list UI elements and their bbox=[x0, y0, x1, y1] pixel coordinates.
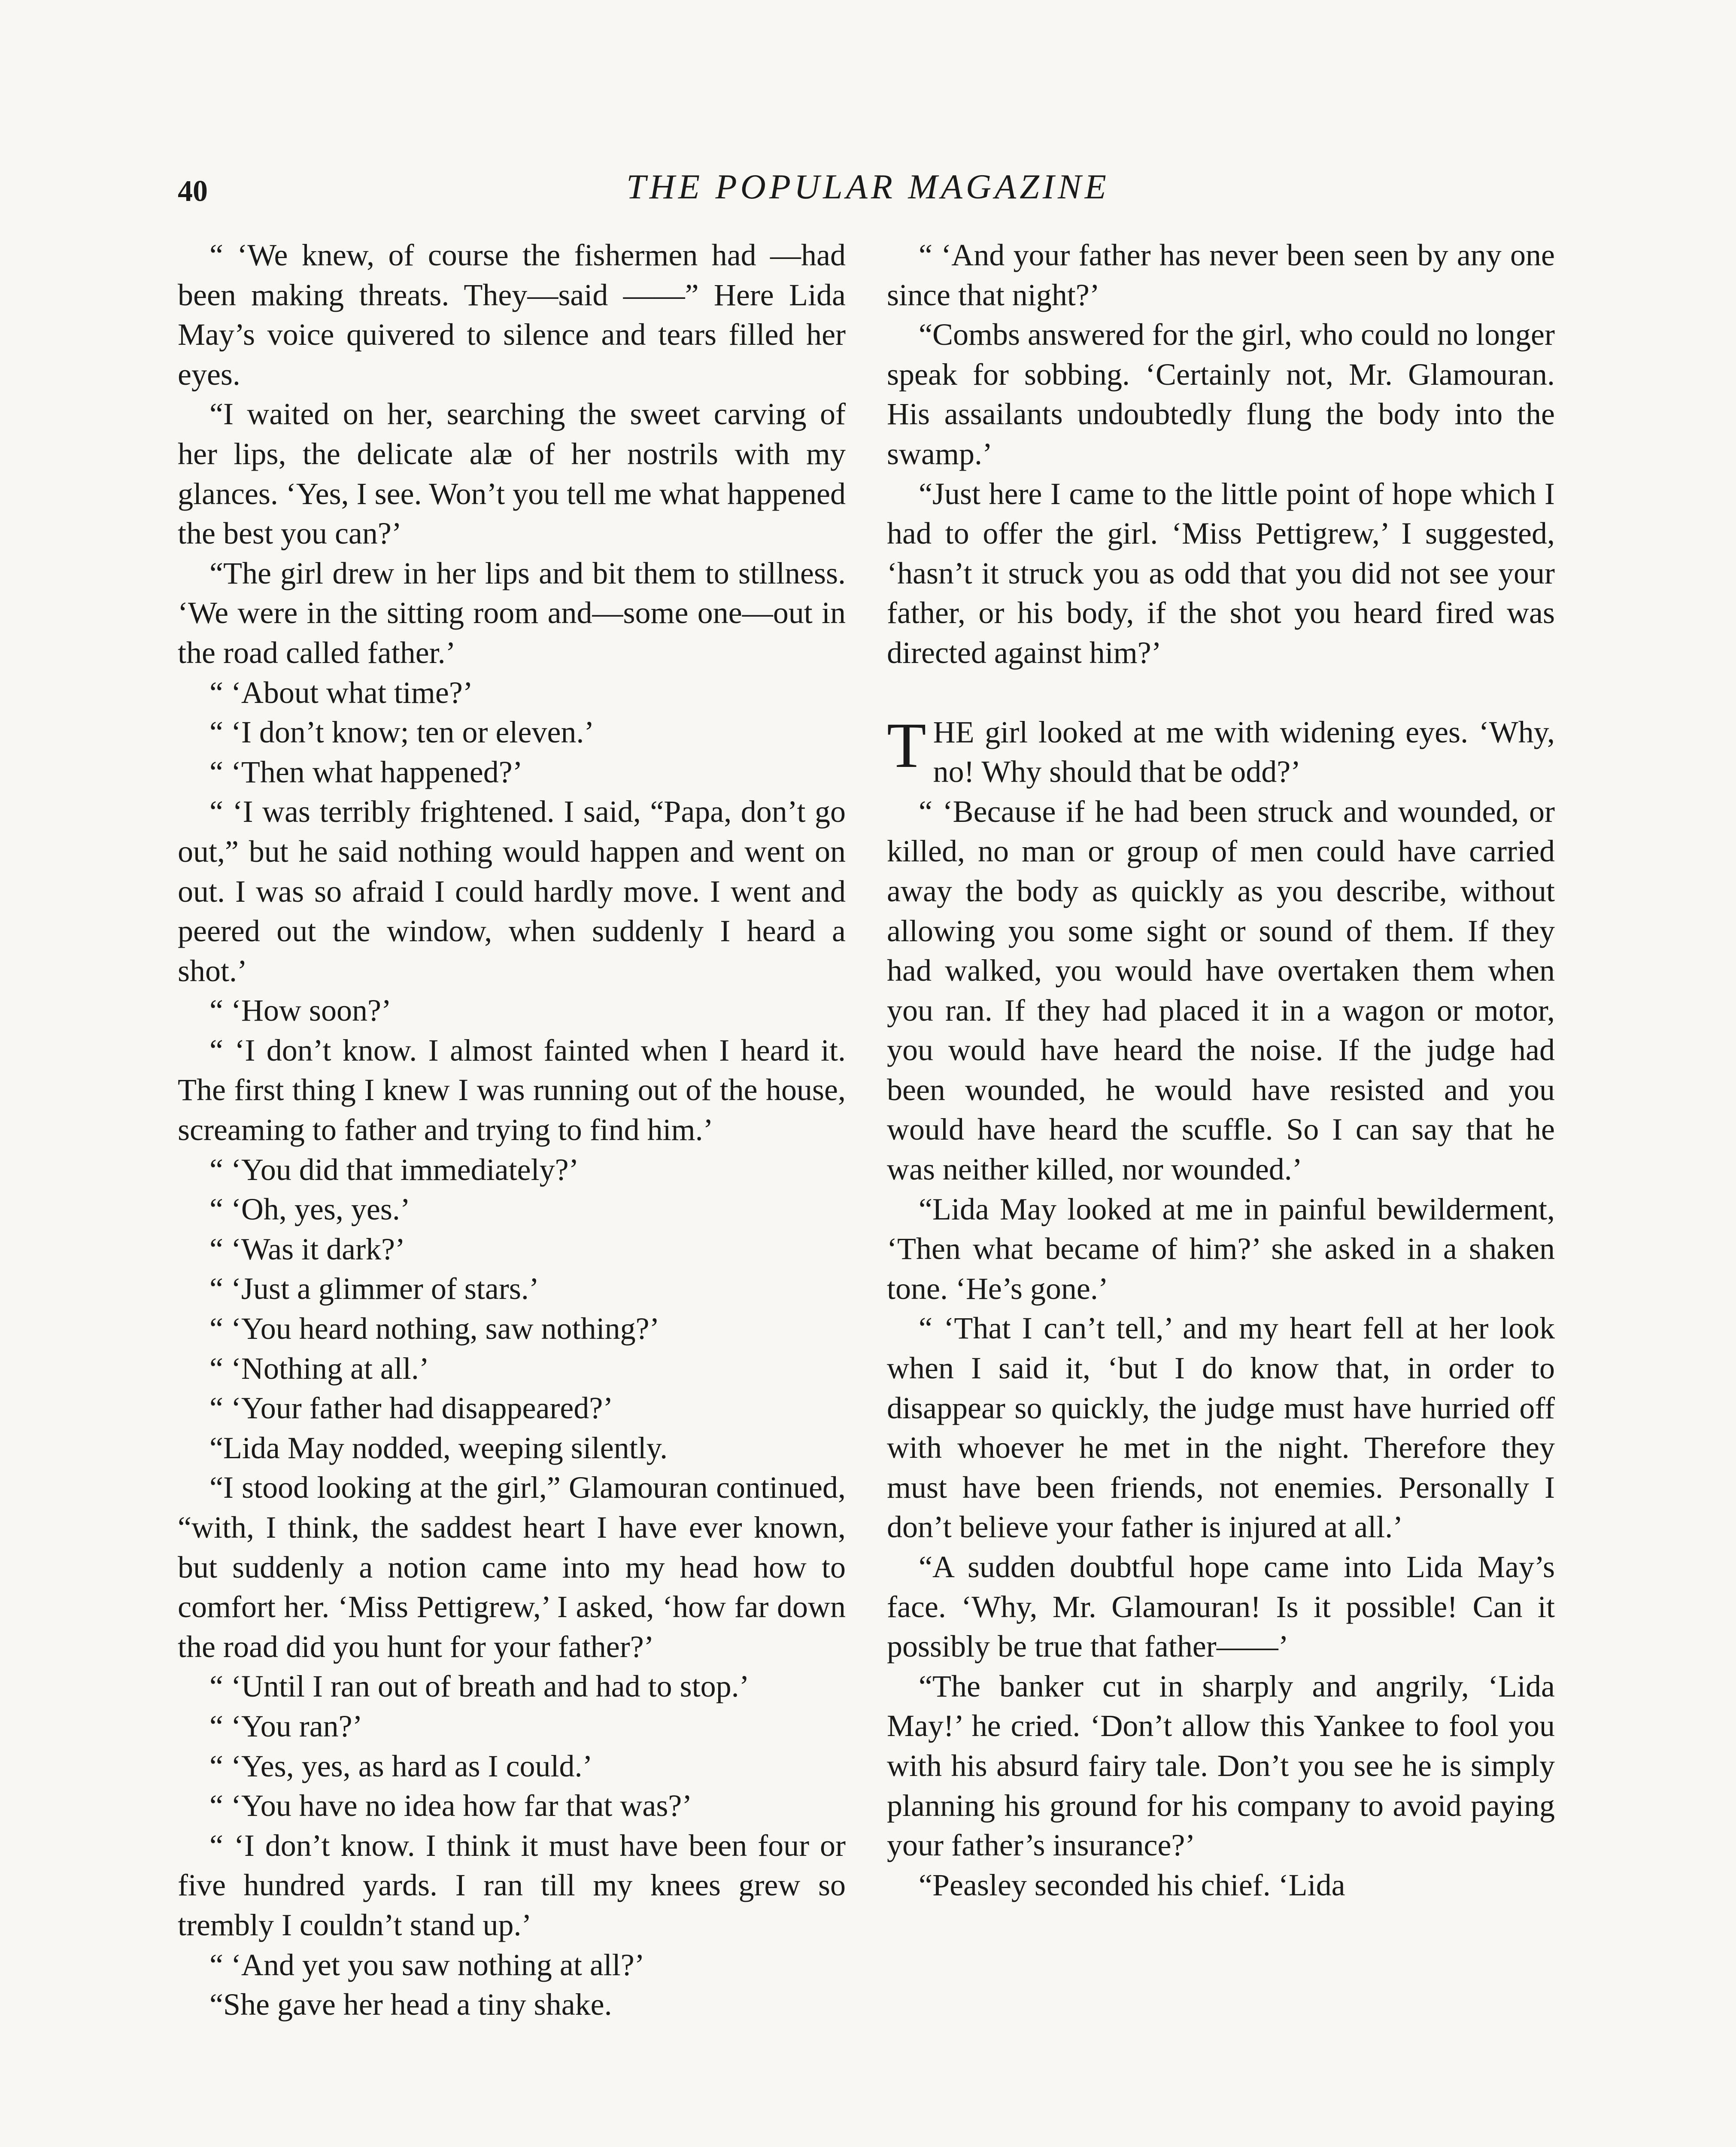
paragraph: “ ‘Nothing at all.’ bbox=[209, 1351, 429, 1386]
section-opening-text: HE girl looked at me with widening eyes. ‘Why, no! Why should that be odd?’ bbox=[933, 715, 1555, 789]
paragraph: “The girl drew in her lips and bit them to stillness. ‘We were in the sitting room and—some one—out in the road called father.’ bbox=[178, 556, 846, 670]
page-number: 40 bbox=[178, 175, 208, 208]
paragraph: “I stood looking at the girl,” Glamouran continued, “with, I think, the saddest heart I have ever known, but suddenly a notion came into my head how to comfort her. ‘Miss Pettigrew,’ I asked, ‘how far down the road did you hunt for your father?’ bbox=[178, 1470, 846, 1664]
paragraph: “ ‘Was it dark?’ bbox=[209, 1232, 405, 1266]
paragraph: “ ‘Yes, yes, as hard as I could.’ bbox=[209, 1749, 593, 1783]
paragraph: “ ‘Just a glimmer of stars.’ bbox=[209, 1271, 539, 1306]
paragraph: “ ‘About what time?’ bbox=[209, 675, 473, 710]
paragraph: “I waited on her, searching the sweet carving of her lips, the delicate alæ of her nostrils with my glances. ‘Yes, I see. Won’t you tell me what happened the best you can?’ bbox=[178, 397, 846, 551]
paragraph: “ ‘That I can’t tell,’ and my heart fell at her look when I said it, ‘but I do know that, in order to disappear so quickly, the judge must have hurried off with whoever he met in the night. Therefore they must have been friends, not enemies. Personally I don’t believe your father is injured at all.’ bbox=[887, 1311, 1555, 1545]
paragraph: “ ‘And your father has never been seen by any one since that night?’ bbox=[887, 238, 1555, 312]
paragraph: “ ‘Until I ran out of breath and had to stop.’ bbox=[209, 1669, 750, 1704]
paragraph: “ ‘How soon?’ bbox=[209, 993, 392, 1028]
paragraph: “She gave her head a tiny shake. bbox=[209, 1987, 612, 2022]
paragraph: “ ‘And yet you saw nothing at all?’ bbox=[209, 1947, 645, 1982]
paragraph: “Lida May looked at me in painful bewilderment, ‘Then what became of him?’ she asked in a shaken tone. ‘He’s gone.’ bbox=[887, 1192, 1555, 1306]
paragraph: “ ‘Oh, yes, yes.’ bbox=[209, 1192, 410, 1227]
paragraph: “ ‘You have no idea how far that was?’ bbox=[209, 1788, 692, 1823]
paragraph: “ ‘You ran?’ bbox=[209, 1709, 363, 1743]
paragraph: “ ‘I don’t know; ten or eleven.’ bbox=[209, 715, 595, 750]
paragraph: “ ‘Then what happened?’ bbox=[209, 754, 523, 789]
paragraph: “ ‘I was terribly frightened. I said, “Papa, don’t go out,” but he said nothing would happen and went on out. I was so afraid I could hardly move. I went and peered out the window, when suddenly I heard a shot.’ bbox=[178, 794, 846, 988]
paragraph: “ ‘I don’t know. I think it must have been four or five hundred yards. I ran till my knees grew so trembly I couldn’t stand up.’ bbox=[178, 1828, 846, 1942]
paragraph: “ ‘Your father had disappeared?’ bbox=[209, 1391, 613, 1426]
paragraph: “ ‘You did that immediately?’ bbox=[209, 1152, 579, 1187]
drop-cap: T bbox=[887, 709, 926, 781]
paragraph: “Just here I came to the little point of hope which I had to offer the girl. ‘Miss Pettigrew,’ I suggested, ‘hasn’t it struck you as odd that you did not see your father, or his body, if the shot you heard fired was directed against him?’ bbox=[887, 476, 1555, 670]
paragraph: “ ‘I don’t know. I almost fainted when I heard it. The first thing I knew I was running out of the house, screaming to father and trying to find him.’ bbox=[178, 1033, 846, 1147]
section-break bbox=[887, 673, 1555, 712]
paragraph: “A sudden doubtful hope came into Lida May’s face. ‘Why, Mr. Glamouran! Is it possible! Can it possibly be true that father——’ bbox=[887, 1550, 1555, 1664]
running-head-title: THE POPULAR MAGAZINE bbox=[626, 167, 1110, 206]
right-text-column bbox=[887, 235, 1555, 1905]
paragraph: “ ‘You heard nothing, saw nothing?’ bbox=[209, 1311, 660, 1346]
left-text-column bbox=[178, 235, 846, 2025]
paragraph: “ ‘We knew, of course the fishermen had —had been making threats. They—said ——” Here Lida May’s voice quivered to silence and tears filled her eyes. bbox=[178, 238, 846, 392]
section-opening-paragraph bbox=[887, 709, 1555, 792]
paragraph: “The banker cut in sharply and angrily, ‘Lida May!’ he cried. ‘Don’t allow this Yankee to fool you with his absurd fairy tale. Don’t you see he is simply planning his ground for his company to avoid paying your father’s insurance?’ bbox=[887, 1669, 1555, 1863]
paragraph: “ ‘Because if he had been struck and wounded, or killed, no man or group of men could have carried away the body as quickly as you describe, without allowing you some sight or sound of them. If they had walked, you would have overtaken them when you ran. If they had placed it in a wagon or motor, you would have heard the noise. If the judge had been wounded, he would have resisted and you would have heard the scuffle. So I can say that he was neither killed, nor wounded.’ bbox=[887, 794, 1555, 1187]
paragraph: “Combs answered for the girl, who could no longer speak for sobbing. ‘Certainly not, Mr. Glamouran. His assailants undoubtedly flung the body into the swamp.’ bbox=[887, 317, 1555, 471]
paragraph: “Lida May nodded, weeping silently. bbox=[209, 1430, 668, 1465]
paragraph: “Peasley seconded his chief. ‘Lida bbox=[919, 1867, 1345, 1902]
